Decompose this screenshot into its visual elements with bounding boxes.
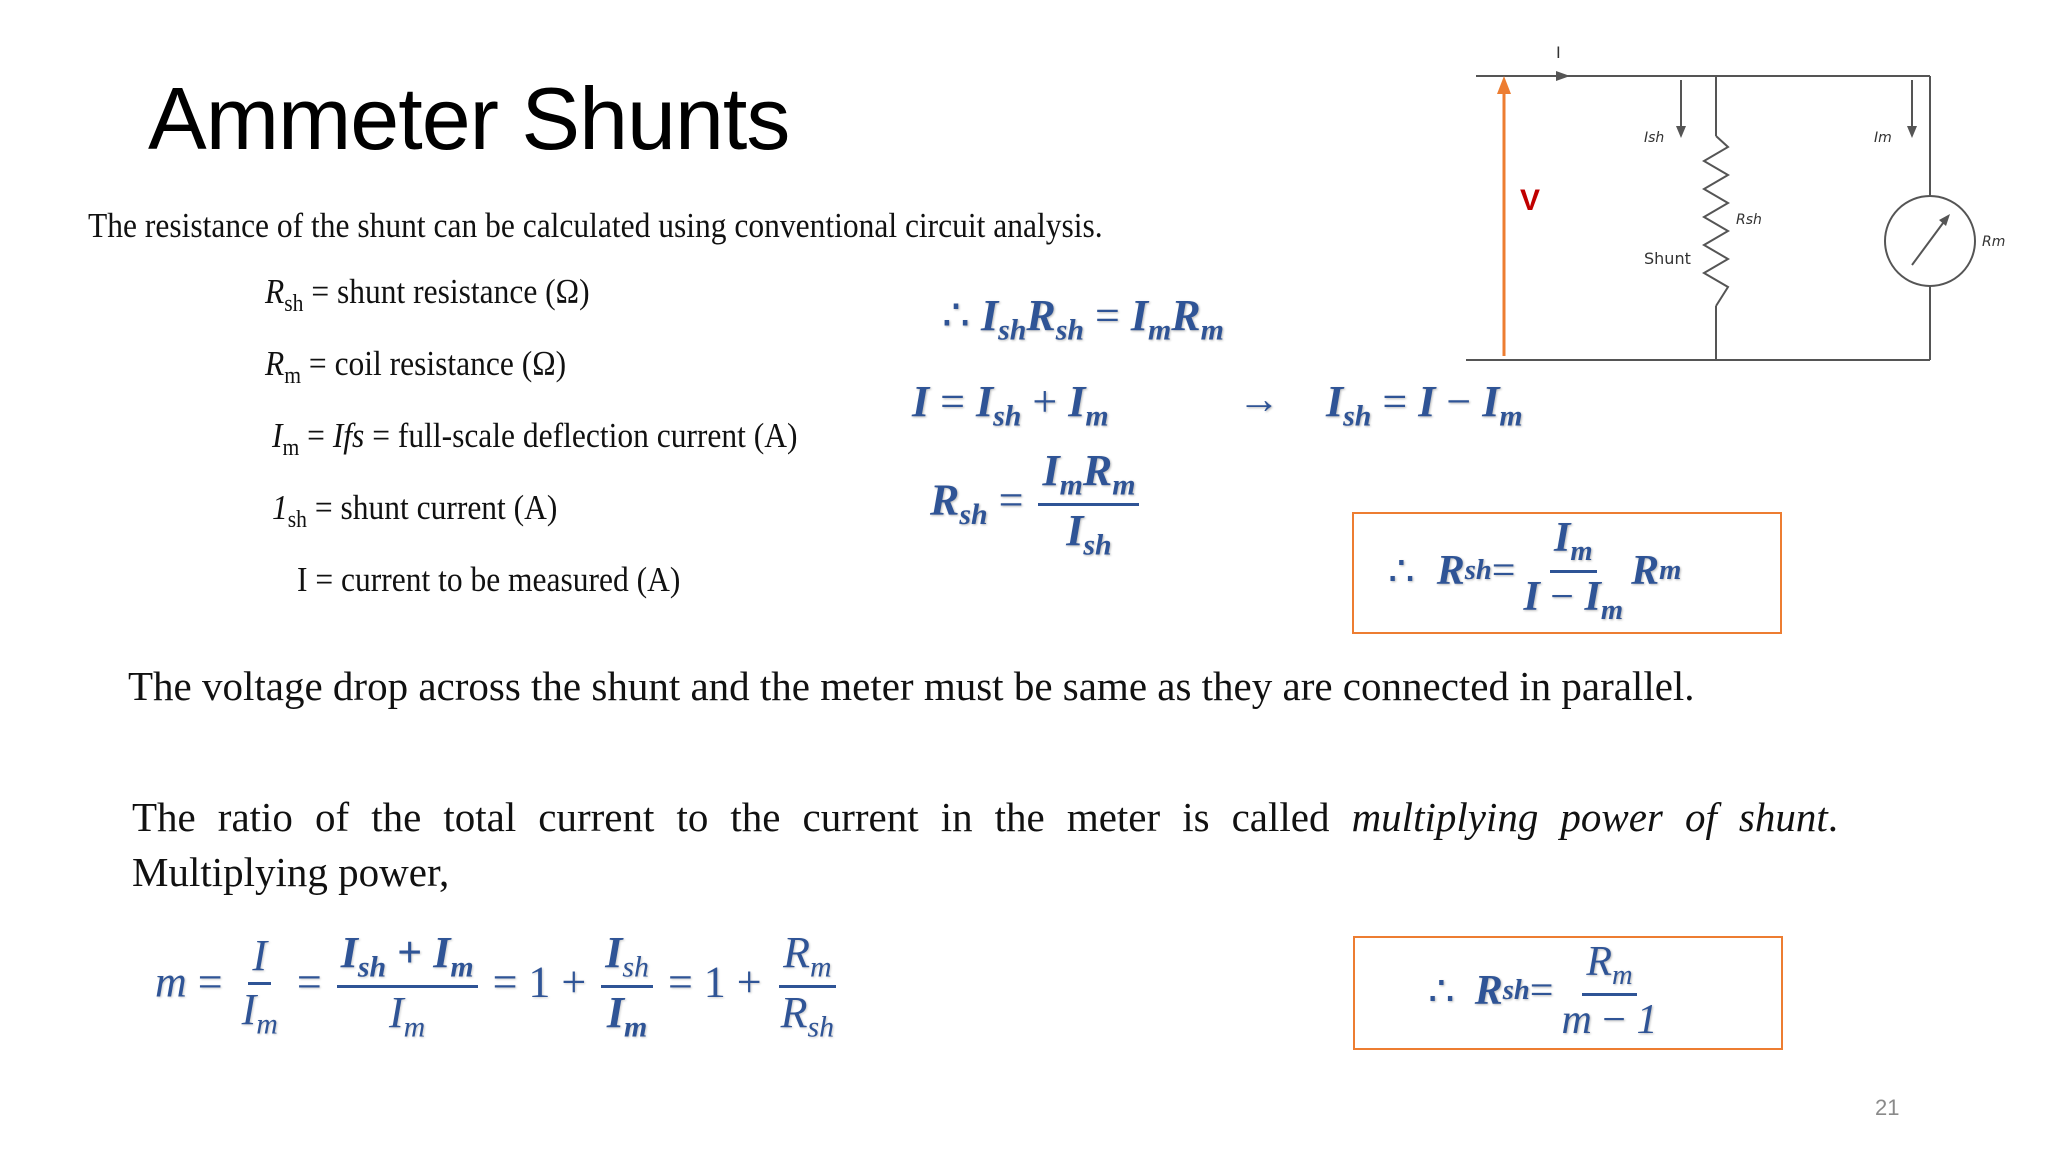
paragraph-italic-term: multiplying power of shunt [1351,794,1828,840]
definition-text: = full-scale deflection current (A) [364,416,798,455]
paragraph-text: . Multiplying power, [132,794,1838,895]
equation-voltage-equality: ∴ $I_{sh}R_{sh} = I_mR_m$ [942,291,1224,347]
definition-i: I = current to be measured (A) [297,560,681,599]
equation-rsh-result-multiplier: ∴ R sh = $\frac{R_m}{m - 1}$ [1428,938,1658,1043]
symbol: I [272,416,283,455]
definition-text: = [299,416,333,455]
label-shunt: Shunt [1644,249,1691,268]
slide-title: Ammeter Shunts [148,69,790,168]
label-voltage: V [1520,184,1541,217]
subscript: m [284,363,302,389]
definition-ish [272,488,557,534]
shunt-circuit-diagram [1450,30,2030,370]
ifs-symbol: Ifs [332,416,365,455]
subscript: m [282,435,300,461]
definition-im [272,416,798,462]
paragraph-multiplying-power [132,790,1838,900]
arrow-icon: → [1238,377,1280,423]
im-arrow-icon [1907,126,1917,138]
definition-rm [265,344,566,390]
equation-shunt-current: $I_{sh} = I - I_m$ [1326,377,1523,433]
page-number: 21 [1875,1095,1900,1120]
equation-multiplying-power: m = $\frac{I}{I_m}$ = $\frac{I_{sh} + I_m}{I_m}$ = 1 + $\frac{I_{sh}}{I_m}$ = 1 + $\frac{R_m}{R_{sh}}$ [155,928,835,1044]
equation-current-sum: $I = I_{sh} + I_m$ [912,377,1109,433]
paragraph-text: The ratio of the total current to the current in the meter is called [132,794,1352,840]
subscript: sh [287,507,307,533]
equation-rsh-fraction: $R_{sh}$ = $\frac{I_mR_m}{I_{sh}}$ [930,448,1143,561]
subscript: sh [284,291,304,317]
label-total-current: I [1556,43,1561,62]
ish-arrow-icon [1676,126,1686,138]
definition-text: = shunt resistance (Ω) [303,272,590,311]
voltage-arrow-icon [1497,76,1511,94]
intro-text: The resistance of the shunt can be calculated using conventional circuit analysis. [88,206,1103,245]
equation-rsh-result-current: ∴ R sh = $\frac{I_m}{I - I_m}$ R m [1388,515,1682,626]
label-meter-current: Im [1874,130,1892,146]
symbol: R [265,344,285,383]
current-direction-arrow-icon [1556,71,1570,81]
label-meter-resistance: Rm [1982,234,2006,250]
label-shunt-resistance: Rsh [1736,212,1762,228]
paragraph-voltage-drop: The voltage drop across the shunt and the meter must be same as they are connected in parallel. [128,663,1695,709]
definition-rsh [265,272,590,318]
label-shunt-current: Ish [1644,130,1665,146]
definition-text: = shunt current (A) [306,488,558,527]
definition-text: = coil resistance (Ω) [301,344,567,383]
shunt-resistor-icon [1704,136,1728,306]
symbol: R [265,272,285,311]
symbol: 1 [272,488,288,527]
